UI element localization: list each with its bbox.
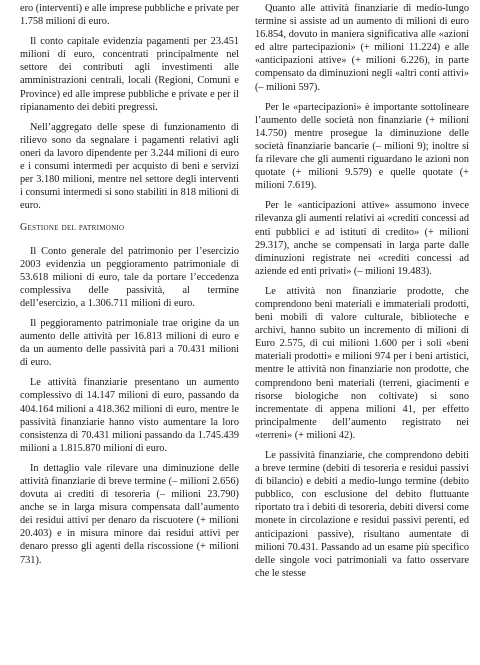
paragraph: In dettaglio vale rilevare una diminuzione delle attività finanziarie di breve termine (– milioni 2.656) dovuta ai crediti di tesoreria (– milioni 23.790) anche se in larga misura compensata dall’aumento dei residui attivi per denaro da riscuotere (+ milioni 20.403) e in misura minore dai residui attivi per denaro presso gli agenti della riscossione (+ milioni 731). [20, 462, 239, 566]
paragraph: ero (interventi) e alle imprese pubbliche e private per 1.758 milioni di euro. [20, 3, 239, 28]
paragraph: Per le «anticipazioni attive» assumono invece rilevanza gli aumenti relativi ai «crediti concessi ad enti pubblici e ad istituti di credito» (+ milioni 29.317), anche se compensati in larga parte dalle diminuzioni registrate nei «crediti concessi ad aziende ed enti privati» (– milioni 19.483). [255, 200, 469, 277]
paragraph: Il conto capitale evidenzia pagamenti per 23.451 milioni di euro, concentrati principalmente nel settore dei contributi agli investimenti alle amministrazioni centrali, locali (Regioni, Comuni e Province) ed alle imprese pubbliche e private e per il ripianamento dei debiti pregressi. [20, 36, 239, 113]
paragraph: Quanto alle attività finanziarie di medio-lungo termine si assiste ad un aumento di milioni di euro 16.854, dovuto in maniera significativa alle «azioni ed altre partecipazioni» (+ milioni 11.224) e alle «anticipazioni attive» (+ milioni 6.226), in parte compensato da diminuzioni negli «altri conti attivi» (– milioni 597). [255, 3, 469, 93]
section-heading: Gestione del patrimonio [20, 222, 125, 234]
paragraph: Il Conto generale del patrimonio per l’esercizio 2003 evidenzia un peggioramento patrimoniale di 53.618 milioni di euro, tale da portare l’eccedenza complessiva delle passività, al termine dell’esercizio, a 1.306.711 milioni di euro. [20, 245, 239, 309]
right-column [255, 2, 469, 587]
paragraph: Nell’aggregato delle spese di funzionamento di rilievo sono da segnalare i pagamenti relativi agli oneri da lavoro dipendente per 3.244 milioni di euro e i consumi intermedi per acquisto di beni e servizi per 3.180 milioni, mentre nel settore degli interventi i consumi intermedi si sono stabiliti in 818 milioni di euro. [20, 121, 239, 212]
paragraph: Le attività finanziarie presentano un aumento complessivo di 14.147 milioni di euro, passando da 404.164 milioni a 418.362 milioni di euro, mentre le passività finanziarie hanno visto aumentare la loro consistenza di 70.431 milioni passando da 1.745.439 milioni a 1.815.870 milioni di euro. [20, 377, 239, 454]
paragraph: Il peggioramento patrimoniale trae origine da un aumento delle attività per 16.813 milioni di euro e da un aumento delle passività pari a 70.431 milioni di euro. [20, 317, 239, 369]
paragraph: Le passività finanziarie, che comprendono debiti a breve termine (debiti di tesoreria e residui passivi di bilancio) e debiti a medio-lungo termine (debito pubblico, con esclusione del debito fluttuante riportato tra i debiti di tesoreria, debiti diversi come monete in circolazione e residui passivi perenti, ed anticipazioni passive), risultano aumentate di milioni 70.431. Passando ad un esame più specifico delle singole voci patrimoniali va fatto osservare che le stesse [255, 450, 469, 579]
left-column [20, 2, 239, 574]
paragraph: Per le «partecipazioni» è importante sottolineare l’aumento delle società non finanziarie (+ milioni 14.750) mentre prosegue la diminuzione delle società finanziarie bancarie (– milioni 9); inoltre si fa rilevare che gli aumenti riguardano le azioni non quotate (+ milioni 9.579) e quelle quotate (+ milioni 7.619). [255, 101, 469, 192]
paragraph: Le attività non finanziarie prodotte, che comprendono beni materiali e immateriali prodotti, beni mobili di valore culturale, biblioteche e archivi, hanno subito un incremento di milioni di Euro 2.575, di cui milioni 1.600 per i soli «beni materiali prodotti» e milioni 974 per i beni artistici, mentre le attività non finanziarie non prodotte, che comprendono beni materiali (terreni, giacimenti e risorse biologiche non coltivate) si sono incrementate di appena milioni 41, per effetto principalmente dell’aumento registrato nei «terreni» (+ milioni 42). [255, 285, 469, 441]
